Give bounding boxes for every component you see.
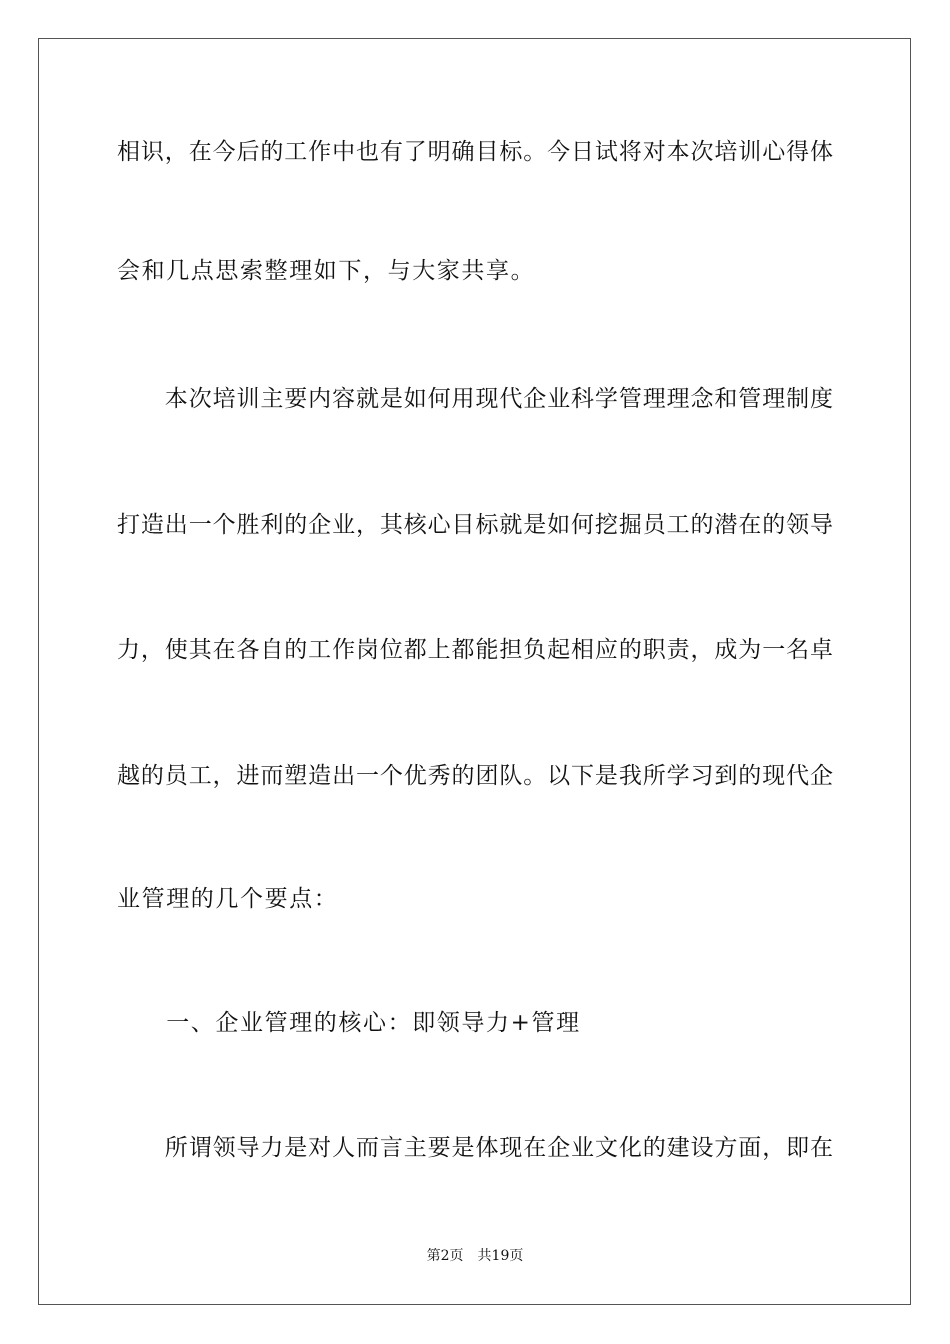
page-number: 第2页 — [426, 1248, 464, 1264]
body-text-line: 会和几点思索整理如下，与大家共享。 — [117, 258, 536, 284]
body-text-line: 力，使其在各自的工作岗位都上都能担负起相应的职责，成为一名卓 — [117, 637, 833, 663]
body-text-line: 越的员工，进而塑造出一个优秀的团队。以下是我所学习到的现代企 — [117, 763, 833, 789]
page-frame — [38, 38, 911, 1305]
body-text-line: 相识，在今后的工作中也有了明确目标。今日试将对本次培训心得体 — [117, 139, 833, 165]
body-text-line: 所谓领导力是对人而言主要是体现在企业文化的建设方面，即在 — [117, 1135, 833, 1161]
body-text-line: 打造出一个胜利的企业，其核心目标就是如何挖掘员工的潜在的领导 — [117, 512, 833, 538]
body-text-line: 业管理的几个要点： — [117, 886, 339, 912]
page-total: 共19页 — [477, 1248, 524, 1264]
body-text-line: 本次培训主要内容就是如何用现代企业科学管理理念和管理制度 — [117, 386, 833, 412]
page-footer — [0, 1247, 950, 1265]
section-heading: 一、企业管理的核心：即领导力+管理 — [117, 1010, 581, 1036]
